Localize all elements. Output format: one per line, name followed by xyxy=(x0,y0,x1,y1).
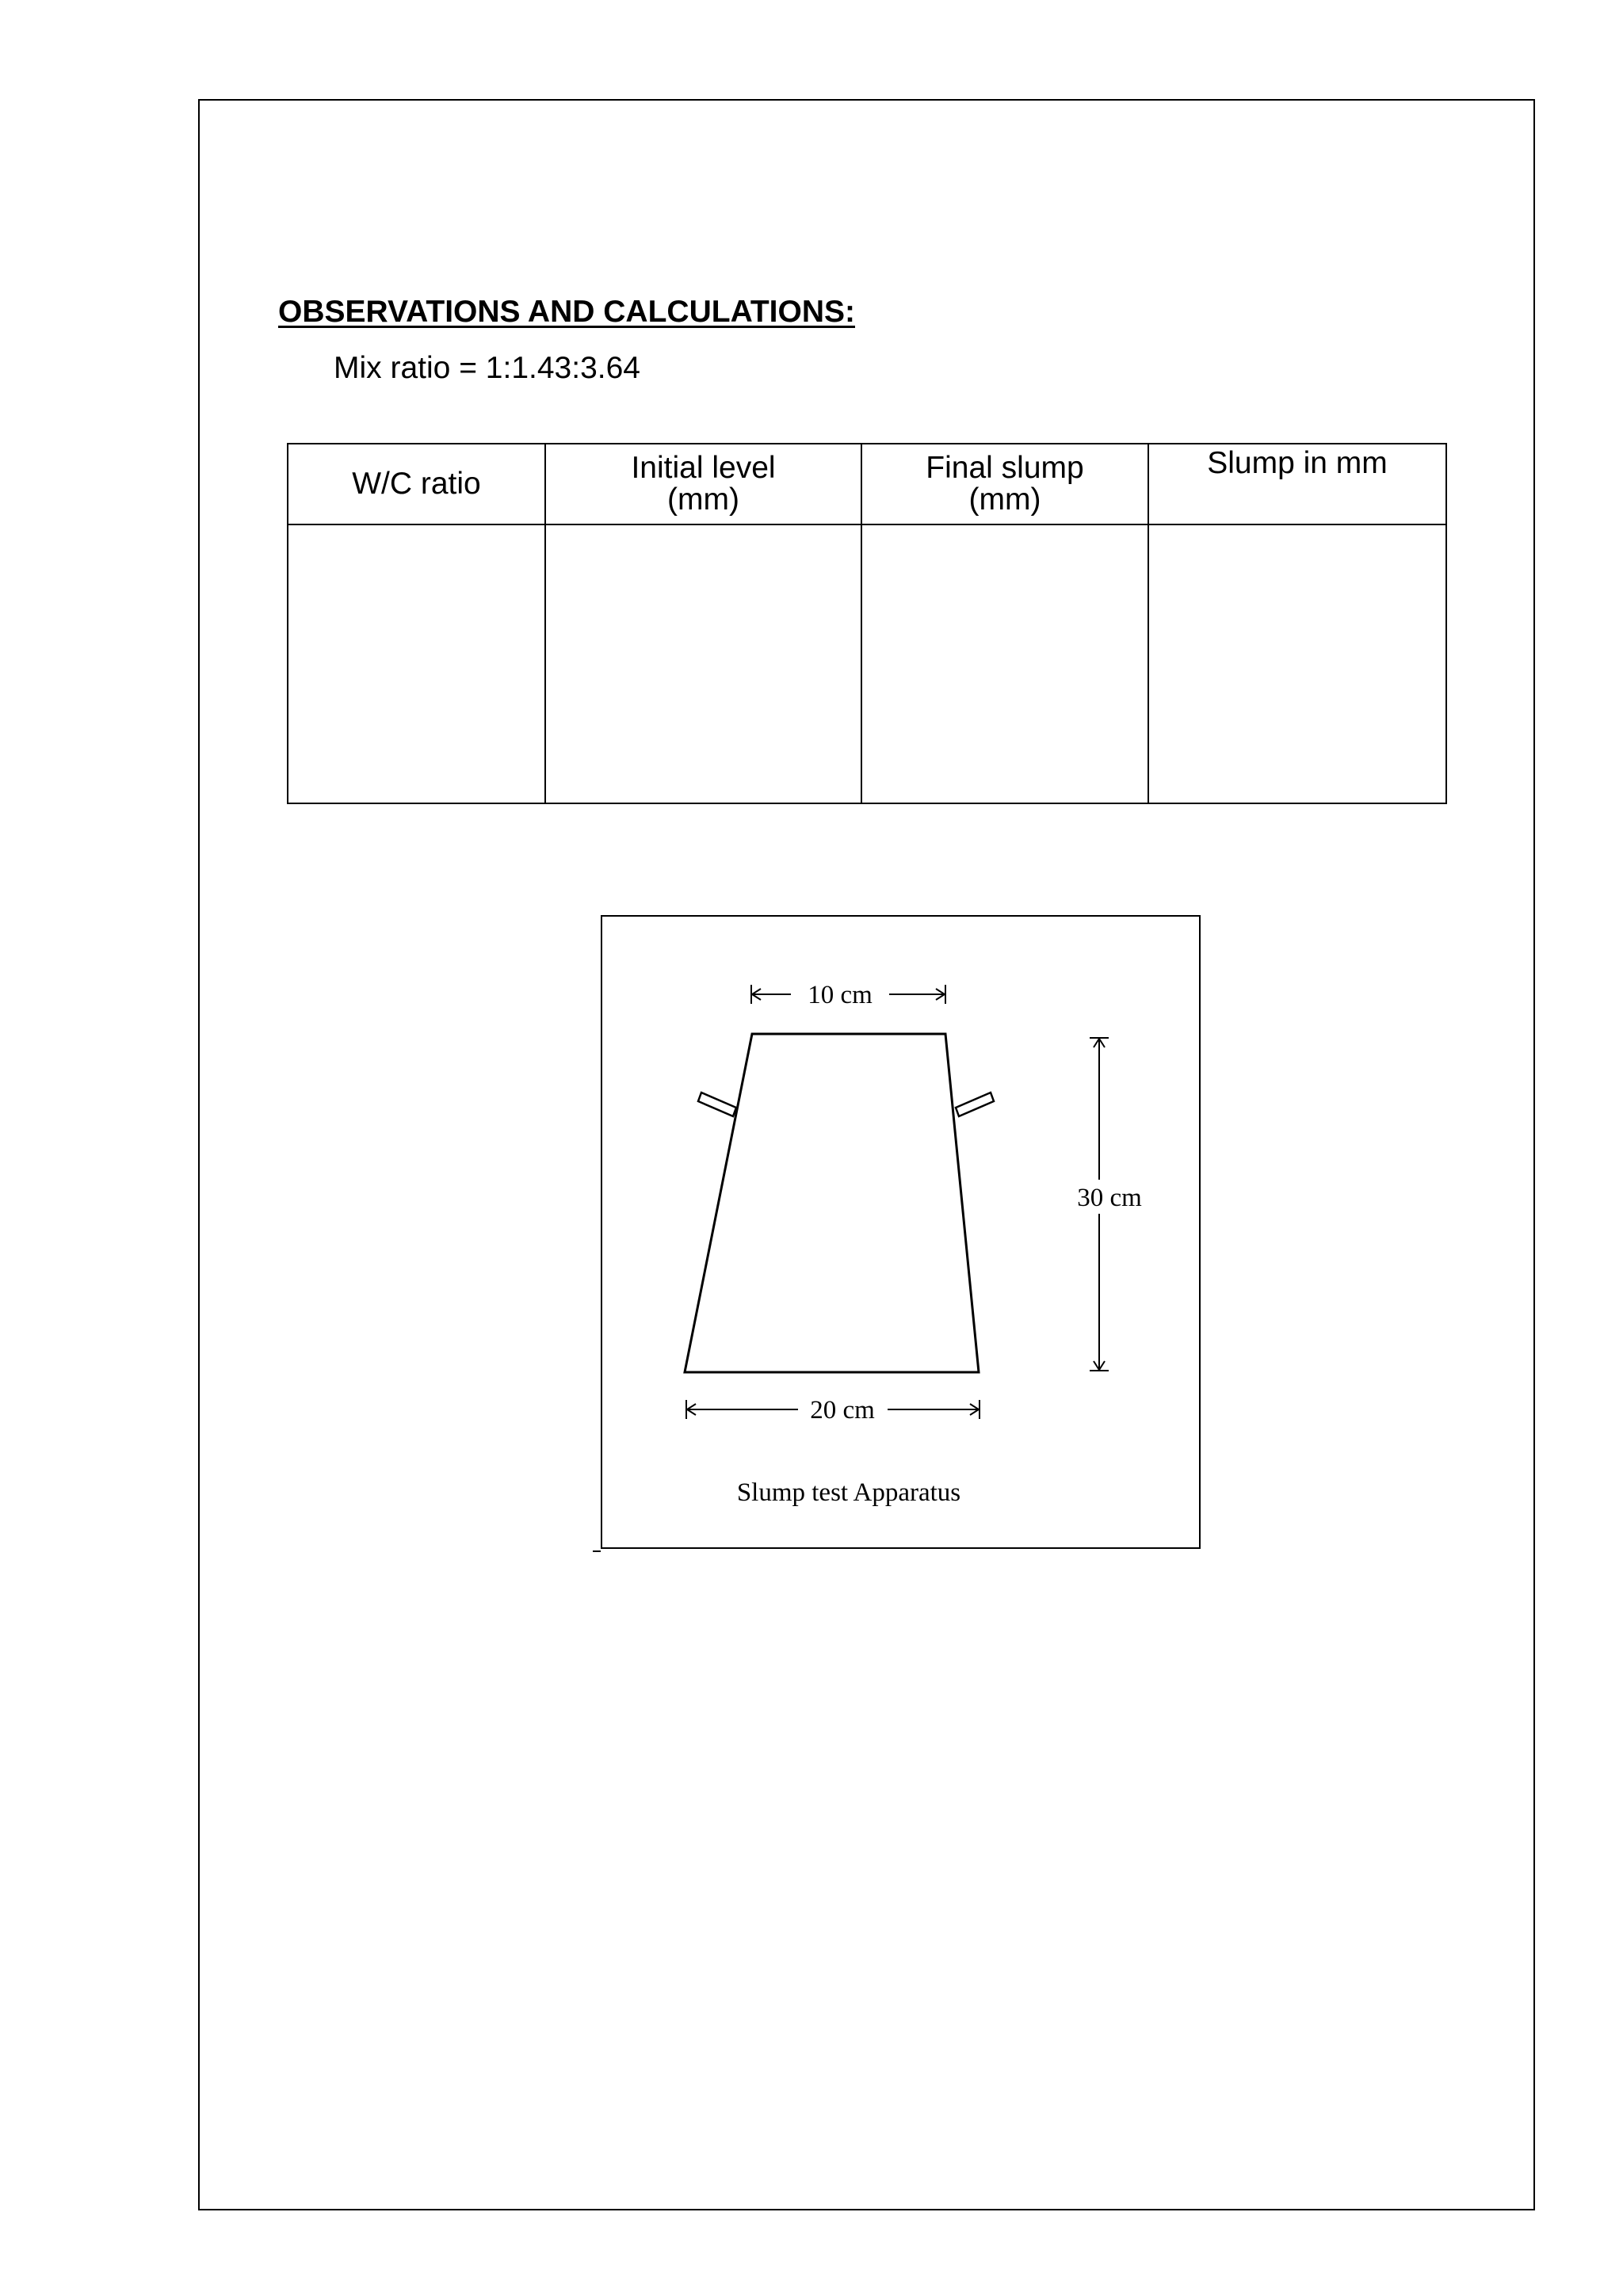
header-final-slump-label: Final slump xyxy=(926,451,1084,485)
table-row xyxy=(288,524,1446,803)
header-initial-level xyxy=(545,444,861,524)
table-header-row xyxy=(288,444,1446,524)
figure-caption: Slump test Apparatus xyxy=(736,1478,961,1507)
height-dimension-label: 30 cm xyxy=(1077,1184,1142,1212)
header-final-slump xyxy=(861,444,1148,524)
cell-final-slump xyxy=(861,524,1148,803)
header-slump-mm-label: Slump in mm xyxy=(1207,446,1388,480)
header-slump-mm xyxy=(1148,444,1446,524)
bottom-dimension-label: 20 cm xyxy=(810,1396,875,1425)
slump-cone-figure xyxy=(601,915,1201,1549)
left-handle xyxy=(698,1093,736,1116)
header-wc-ratio xyxy=(288,444,545,524)
right-handle xyxy=(956,1093,994,1116)
top-dimension-label: 10 cm xyxy=(808,981,873,1009)
slump-cone-diagram xyxy=(602,917,1202,1550)
header-wc-ratio-label: W/C ratio xyxy=(352,467,481,501)
header-final-slump-unit: (mm) xyxy=(968,482,1041,517)
header-initial-level-label: Initial level xyxy=(631,451,776,485)
slump-cone-shape xyxy=(685,1034,979,1372)
observation-table xyxy=(287,443,1447,804)
section-heading: OBSERVATIONS AND CALCULATIONS: xyxy=(278,295,855,329)
header-initial-level-unit: (mm) xyxy=(667,482,739,517)
cell-slump-mm xyxy=(1148,524,1446,803)
mix-ratio-text: Mix ratio = 1:1.43:3.64 xyxy=(334,351,640,385)
cell-wc-ratio xyxy=(288,524,545,803)
stray-mark xyxy=(593,1550,601,1552)
cell-initial-level xyxy=(545,524,861,803)
